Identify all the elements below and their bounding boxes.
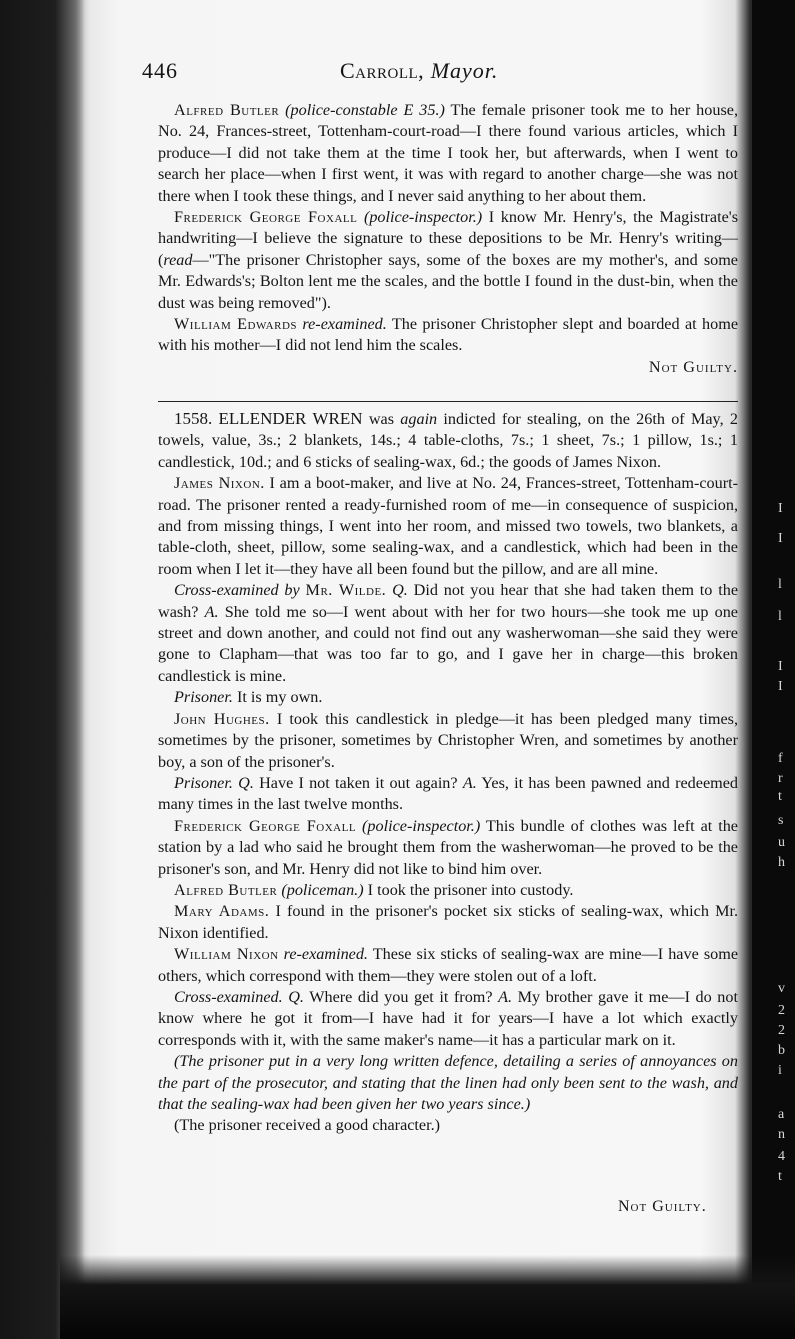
paragraph (158, 901, 738, 944)
fragment: i (778, 1063, 782, 1078)
fragment: v (778, 981, 785, 996)
paragraph (158, 773, 738, 816)
verdict: Not Guilty. (648, 357, 738, 376)
speaker: James Nixon. (174, 474, 265, 493)
defendant-name: ELLENDER WREN (218, 409, 363, 428)
book-page (100, 52, 740, 1252)
speaker: Prisoner. (174, 773, 233, 792)
fragment: f (778, 751, 783, 766)
fragment: l (778, 577, 782, 592)
speaker-role: (police-constable E 35.) (285, 101, 445, 119)
verdict: Not Guilty. (618, 1198, 707, 1215)
fragment: n (778, 1127, 785, 1142)
text: was (362, 410, 401, 428)
defence-note: (The prisoner put in a very long written defence, detailing a series of annoyances on the part of the prosecutor, and stating that the linen had only been sent to the wash, and that the sealing-wax had been given her two years since.) (158, 1052, 738, 1113)
paragraph (158, 816, 738, 880)
character-note: (The prisoner received a good character.) (174, 1116, 441, 1135)
stage-direction: read (163, 250, 193, 269)
fragment: b (778, 1043, 785, 1058)
fragment: 4 (778, 1149, 785, 1164)
paragraph (158, 580, 738, 687)
counsel-name: Mr. Wilde. (305, 581, 387, 600)
fragment: r (778, 771, 783, 786)
paragraph (158, 687, 738, 708)
paragraph (158, 314, 738, 357)
testimony-text: This bundle of clothes was left at the station by a lad who said he brought them from the washerwoman—he proved to be the prisoner's son, and Mr. Henry did not like to bind him over. (158, 816, 738, 878)
testimony-text: I am a boot-maker, and live at No. 24, Frances-street, Tottenham-court-road. The prisoner rented a ready-furnished room of me—in consequence of suspicion, and from missing things, I went into her room, and missed two towels, two blankets, a table-cloth, sheet, pillow, some sealing-wax, and a candlestick, which had been in the room when I let it—they have all been found but the pillow, and are all mine. (158, 474, 738, 578)
cross-label: Cross-examined. (174, 987, 283, 1006)
case-number: 1558. (174, 409, 213, 428)
speaker: John Hughes. (174, 709, 270, 728)
speaker: Frederick George Foxall (174, 208, 358, 227)
speaker: Alfred Butler (174, 880, 278, 899)
paragraph (158, 473, 738, 580)
fragment: s (778, 813, 784, 828)
page-number: 446 (142, 58, 178, 83)
fragment: I (778, 531, 783, 546)
testimony-text: It is my own. (232, 688, 323, 707)
running-head-title: Mayor. (430, 58, 499, 83)
case-divider (158, 401, 738, 402)
testimony-text: I know Mr. Henry's, the Magistrate's handwriting—I believe the signature to these depositions to be Mr. Henry's writing—( (158, 208, 738, 269)
answer-marker: A. (204, 602, 219, 621)
facing-page-fragments (770, 0, 795, 1339)
fragment: t (778, 1169, 782, 1184)
speaker-role: re-examined. (283, 945, 368, 964)
question-text: Where did you get it from? (303, 987, 499, 1006)
question-marker: Q. (288, 987, 304, 1006)
speaker-role: (policeman.) (281, 880, 364, 899)
testimony-text: I found in the prisoner's pocket six sticks of sealing-wax, which Mr. Nixon identified. (158, 902, 739, 942)
speaker: Frederick George Foxall (174, 816, 357, 835)
testimony-text: I took this candlestick in pledge—it has been pledged many times, sometimes by the prisoner, sometimes by Christopher Wren, and sometimes by another boy, a son of the prisoner's. (158, 709, 738, 771)
fragment: 2 (778, 1003, 785, 1018)
book-gutter-shadow (0, 0, 85, 1339)
speaker: Alfred Butler (174, 101, 280, 119)
question-text: Have I not taken it out again? (253, 773, 463, 792)
case-1-testimony (158, 100, 738, 378)
speaker: William Nixon (174, 945, 279, 964)
speaker-role: (police-inspector.) (362, 816, 481, 835)
fragment: t (778, 789, 782, 804)
speaker: Prisoner. (174, 688, 233, 707)
text: again (400, 410, 438, 428)
answer-text: Yes, it has been pawned and redeemed many times in the last twelve months. (158, 773, 738, 814)
answer-marker: A. (498, 987, 513, 1006)
paragraph (158, 944, 738, 987)
fragment: I (778, 659, 783, 674)
fragment: I (778, 501, 783, 516)
paragraph (158, 880, 738, 901)
testimony-text: —"The prisoner Christopher says, some of the boxes are my mother's, and some Mr. Edwards's; Bolton lent me the scales, and the bottle I found in the dust-bin, when the dust was being removed"). (158, 250, 738, 312)
speaker-role: re-examined. (302, 315, 387, 334)
fragment: 2 (778, 1023, 785, 1038)
answer-text: My brother gave it me—I do not know where he got it from—I have had it for years—I have a lot which exactly corresponds with it, with the same maker's name—it has a particular mark on it. (158, 987, 738, 1049)
indictment-text: indicted for stealing, on the 26th of May, 2 towels, value, 3s.; 2 blankets, 14s.; 4 table-cloths, 7s.; 1 sheet, 7s.; 1 pillow, 1s.; 1 candlestick, 10d.; and 6 sticks of sealing-wax, 6d.; the goods of James Nixon. (158, 410, 738, 471)
fragment: h (778, 855, 785, 870)
fragment: I (778, 679, 783, 694)
fragment: a (778, 1107, 785, 1122)
case-2-proceedings (158, 408, 738, 1137)
paragraph (158, 100, 738, 207)
speaker-role: (police-inspector.) (363, 208, 483, 227)
speaker: Mary Adams. (174, 902, 270, 921)
answer-marker: A. (462, 773, 477, 792)
fragment: u (778, 835, 785, 850)
paragraph (158, 987, 738, 1051)
indictment (158, 408, 738, 473)
running-header (100, 52, 740, 90)
running-head-name: Carroll, (340, 58, 425, 83)
speaker: William Edwards (174, 315, 298, 334)
running-head (340, 58, 498, 84)
testimony-text: The female prisoner took me to her house, No. 24, Frances-street, Tottenham-court-road—I there found various articles, which I produce—I did not take them at the time I took her, but afterwards, when I went to search her place—when I first went, it was with regard to another charge—she was not there when I took these things, and I never said anything to her about them. (158, 101, 738, 205)
question-text: Did not you hear that she had taken them to the wash? (158, 581, 739, 621)
fragment: l (778, 609, 782, 624)
answer-text: She told me so—I went about with her for two hours—she took me up one street and down another, and could not find out any washerwoman—she said they were gone to Clapham—that was too far to go, and I gave her in charge—this broken candlestick is mine. (158, 602, 738, 685)
testimony-text: The prisoner Christopher slept and boarded at home with his mother—I did not lend him the scales. (158, 315, 739, 355)
cross-label: Cross-examined by (174, 581, 300, 600)
paragraph (158, 207, 738, 314)
testimony-text: These six sticks of sealing-wax are mine—I have some others, which correspond with them—they were stolen out of a loft. (158, 945, 739, 985)
testimony-text: I took the prisoner into custody. (363, 880, 574, 899)
paragraph (158, 709, 738, 773)
page-bottom-shadow (60, 1255, 795, 1339)
question-marker: Q. (392, 581, 408, 600)
question-marker: Q. (238, 773, 254, 792)
